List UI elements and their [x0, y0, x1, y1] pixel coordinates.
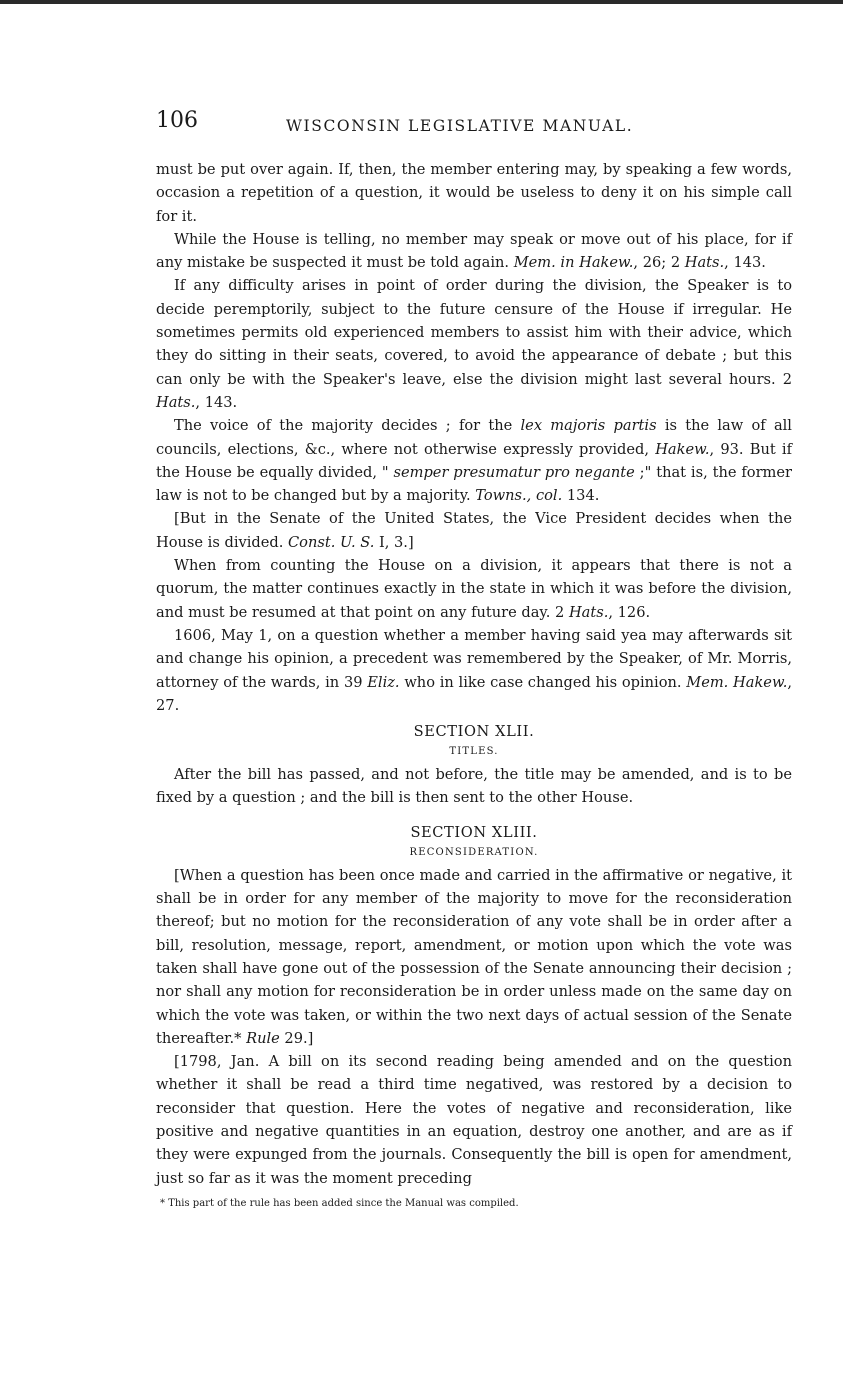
italic-citation: Rule	[246, 1029, 280, 1047]
section-42-title: SECTION XLII.	[413, 723, 535, 741]
page-header	[156, 108, 792, 142]
italic-citation: Eliz.	[367, 673, 400, 691]
paragraph	[156, 507, 792, 554]
section-42-body	[156, 763, 792, 810]
page-number: 106	[156, 108, 198, 133]
paragraph-text: [When a question has been once made and carried in the affirmative or negative, it shall be in order for any member of the majority to move for the reconsideration thereof; but no motion for the reconsideration of any vote shall be in order after a bill, resolution, message, report, amendment, or motion upon which the vote was taken shall have gone out of the possession of the Senate announcing their decision ; nor shall any motion for reconsideration be in order unless made on the same day on which the vote was taken, or within the two next days of actual session of the Senate thereafter.*	[156, 866, 792, 1047]
paragraph-text: While the House is telling, no member may speak or move out of his place, for if any mistake be suspected it must be told again.	[156, 230, 792, 272]
paragraph-text: After the bill has passed, and not before, the title may be amended, and is to be fixed by a question ; and the bill is then sent to the other House.	[156, 766, 792, 807]
italic-citation: Hats.	[684, 254, 725, 272]
paragraph-text: The voice of the majority decides ; for the	[174, 417, 521, 435]
paragraph-text: [But in the Senate of the United States, the Vice President decides when the House is divided.	[156, 510, 792, 551]
paragraph-text: , 27.	[156, 673, 792, 714]
paragraph-text: , 26; 2	[633, 254, 685, 272]
paragraph	[156, 158, 792, 228]
italic-citation: Hats.	[156, 393, 196, 411]
paragraph-text: When from counting the House on a division, it appears that there is not a quorum, the matter continues exactly in the state in which it was before the division, and must be resumed at that point on any future day. 2	[156, 557, 792, 621]
paragraph	[156, 1050, 792, 1190]
paragraph-text: , 143.	[195, 393, 238, 411]
italic-citation: Hats.	[568, 603, 609, 621]
section-43-body	[156, 864, 792, 1190]
footnote: * This part of the rule has been added since the Manual was compiled.	[160, 1197, 519, 1209]
italic-citation: semper presumatur pro negante	[393, 463, 635, 481]
book-page	[156, 108, 792, 1212]
paragraph	[156, 624, 792, 717]
running-head: WISCONSIN LEGISLATIVE MANUAL.	[286, 117, 634, 135]
paragraph-text: , 126.	[608, 603, 651, 621]
section-43-title: SECTION XLIII.	[410, 823, 538, 841]
intro-paragraphs	[156, 158, 792, 717]
italic-citation: Const. U. S.	[288, 533, 375, 551]
paragraph	[156, 274, 792, 414]
italic-citation: Mem. Hakew.	[686, 673, 788, 691]
paragraph	[156, 763, 792, 810]
italic-citation: Hakew.	[655, 440, 710, 458]
paragraph	[156, 414, 792, 507]
paragraph-text: must be put over again. If, then, the member entering may, by speaking a few words, occasion a repetition of a question, it would be useless to deny it on his simple call for it.	[156, 161, 792, 225]
paragraph	[156, 864, 792, 1050]
paragraph	[156, 554, 792, 624]
italic-citation: lex majoris partis	[520, 417, 657, 435]
page-top-edge	[0, 0, 843, 4]
paragraph-text: 29.]	[279, 1029, 314, 1047]
paragraph	[156, 228, 792, 275]
paragraph-text: If any difficulty arises in point of order during the division, the Speaker is to decide peremptorily, subject to the future censure of the House if irregular. He sometimes permits old experienced members to assist him with their advice, which they do sitting in their seats, covered, to avoid the appearance of debate ; but this can only be with the Speaker's leave, else the division might last several hours. 2	[156, 277, 792, 388]
paragraph-text: , 93. But if the House be equally divided, "	[156, 440, 792, 481]
paragraph-text: who in like case changed his opinion.	[399, 673, 687, 691]
section-43-subtitle: RECONSIDERATION.	[409, 846, 539, 858]
italic-citation: Towns., col.	[475, 487, 563, 505]
paragraph-text: [1798, Jan. A bill on its second reading being amended and on the question whether it shall be read a third time negatived, was restored by a decision to reconsider that question. Here the votes of negative and reconsideration, like positive and negative quantities in an equation, destroy one another, and are as if they were expunged from the journals. Consequently the bill is open for amendment, just so far as it was the moment preceding	[156, 1053, 792, 1187]
paragraph-text: 134.	[562, 487, 600, 505]
paragraph-text: I, 3.]	[374, 533, 414, 551]
paragraph-text: is the law of all councils, elections, &c., where not otherwise expressly provided,	[156, 417, 792, 458]
paragraph-text: ;" that is, the former law is not to be changed but by a majority.	[156, 463, 792, 505]
paragraph-text: 1606, May 1, on a question whether a member having said yea may afterwards sit and change his opinion, a precedent was remembered by the Speaker, of Mr. Morris, attorney of the wards, in 39	[156, 626, 792, 691]
page-body	[156, 158, 792, 1212]
paragraph-text: , 143.	[724, 254, 766, 272]
section-42-subtitle: TITLES.	[449, 746, 499, 758]
italic-citation: Mem. in Hakew.	[513, 254, 634, 272]
